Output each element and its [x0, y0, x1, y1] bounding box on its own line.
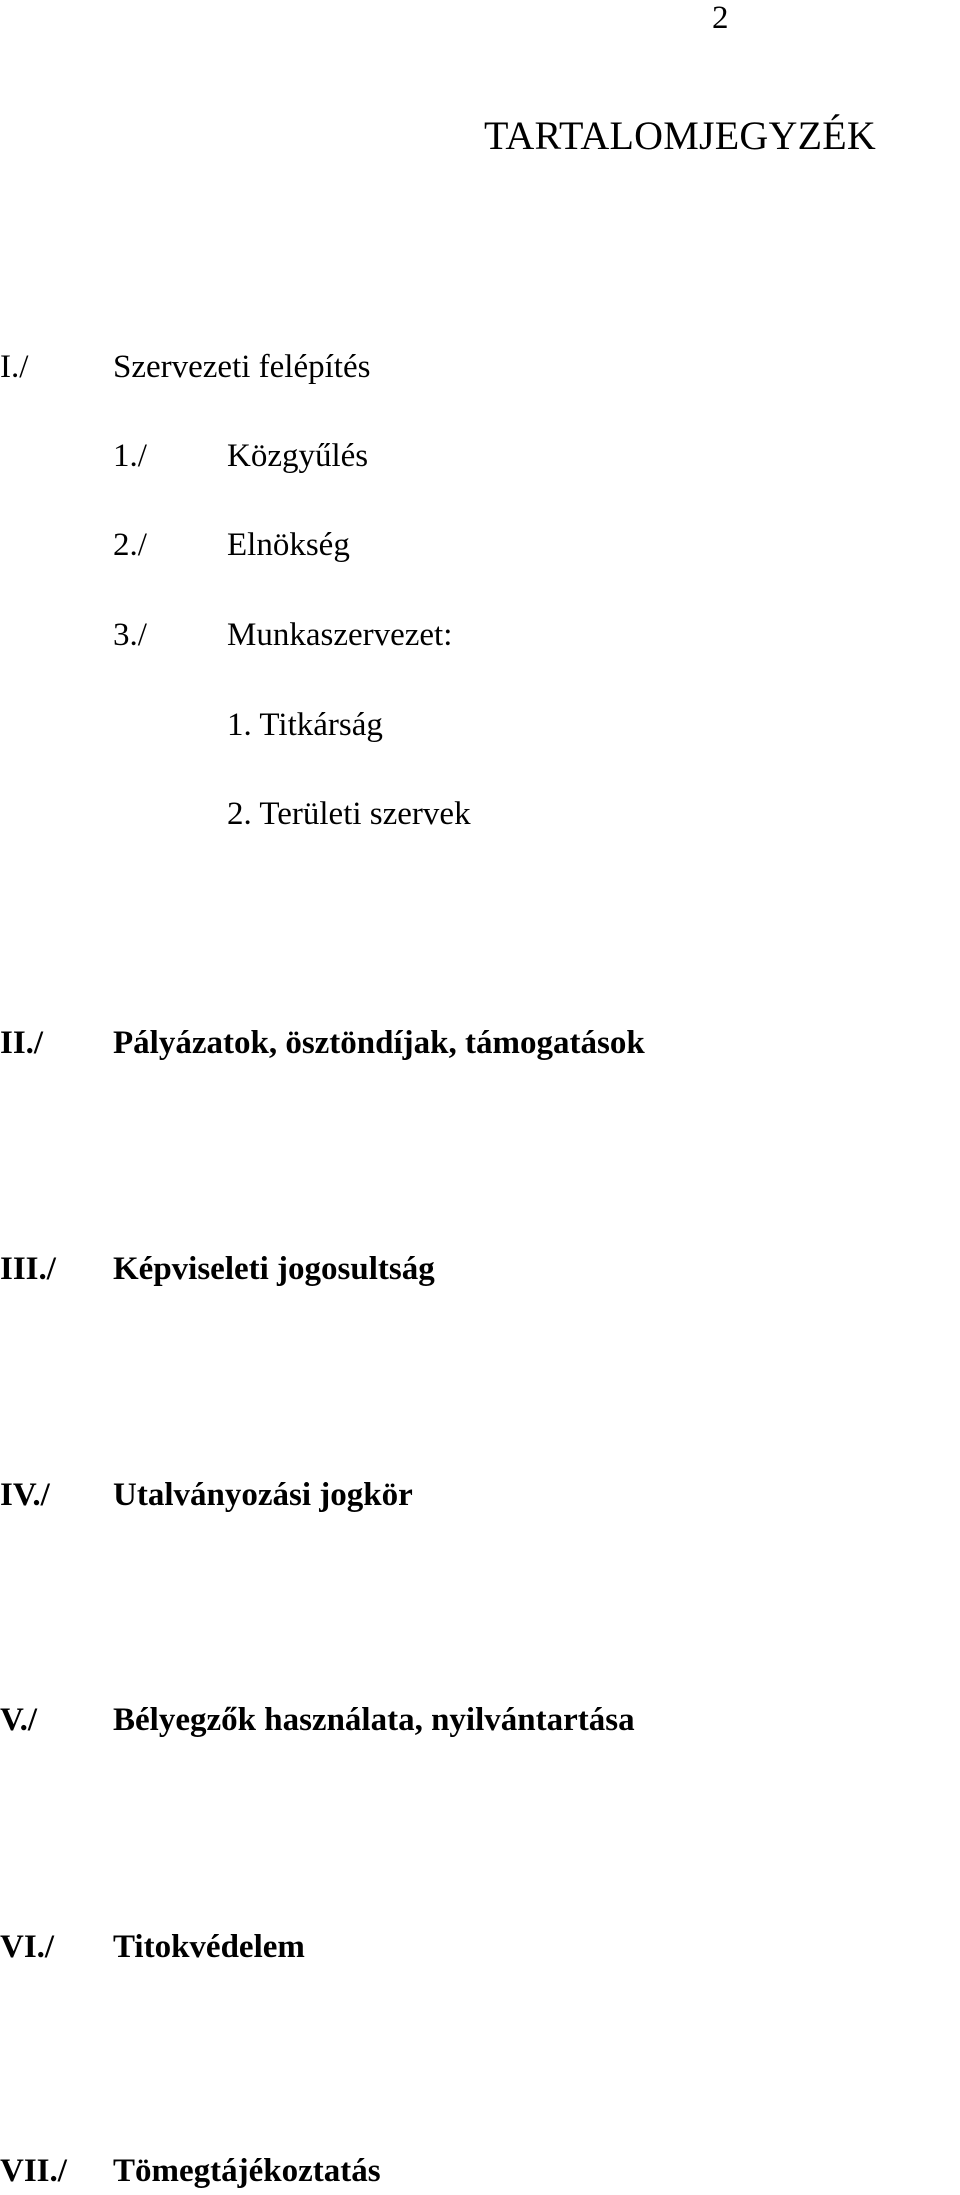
- toc-entry-label: Tömegtájékoztatás: [113, 2153, 381, 2189]
- toc-entry-number: I./: [0, 349, 29, 385]
- toc-entry-number: 2./: [113, 527, 147, 563]
- toc-entry-label: Munkaszervezet:: [227, 617, 453, 653]
- toc-entry-number: IV./: [0, 1477, 50, 1513]
- toc-entry-number: II./: [0, 1025, 44, 1061]
- toc-title: TARTALOMJEGYZÉK: [484, 113, 876, 158]
- toc-entry-label: Képviseleti jogosultság: [113, 1251, 435, 1287]
- toc-entry-number: VII./: [0, 2153, 67, 2189]
- toc-entry-label: 1. Titkárság: [227, 707, 383, 743]
- toc-entry-number: III./: [0, 1251, 56, 1287]
- toc-entry-number: V./: [0, 1702, 37, 1738]
- toc-entry-label: Szervezeti felépítés: [113, 349, 371, 385]
- toc-entry-label: Bélyegzők használata, nyilvántartása: [113, 1702, 635, 1738]
- toc-entry-number: 3./: [113, 617, 147, 653]
- toc-entry-number: 1./: [113, 438, 147, 474]
- toc-entry-label: Titokvédelem: [113, 1929, 305, 1965]
- toc-entry-number: VI./: [0, 1929, 55, 1965]
- toc-entry-label: Utalványozási jogkör: [113, 1477, 413, 1513]
- toc-entry-label: Közgyűlés: [227, 438, 369, 474]
- page-number: 2: [712, 0, 729, 36]
- toc-entry-label: Pályázatok, ösztöndíjak, támogatások: [113, 1025, 645, 1061]
- toc-entry-label: 2. Területi szervek: [227, 796, 471, 832]
- toc-entry-label: Elnökség: [227, 527, 350, 563]
